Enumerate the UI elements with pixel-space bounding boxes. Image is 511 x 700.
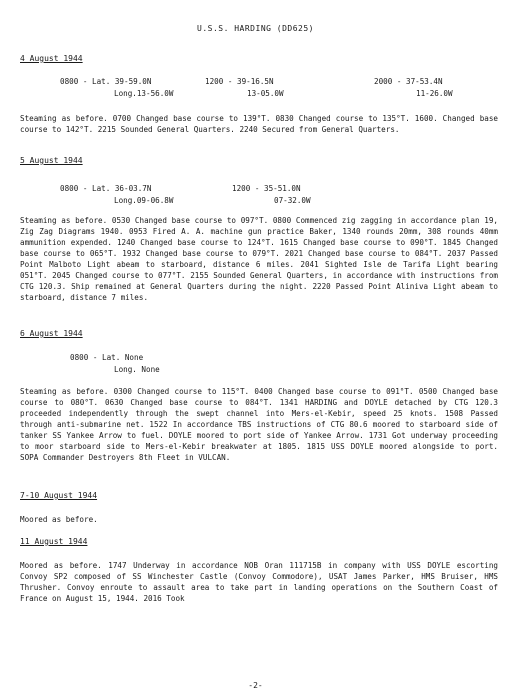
position-long: 11-26.0W bbox=[416, 89, 453, 98]
position-time: 1200 - 35-51.0N bbox=[232, 184, 301, 193]
page-number: -2- bbox=[248, 681, 263, 690]
position-time: 2000 - 37-53.4N bbox=[374, 77, 443, 86]
position-time: 1200 - 39-16.5N bbox=[205, 77, 274, 86]
section-date: 11 August 1944 bbox=[20, 537, 88, 546]
position-2000 bbox=[374, 76, 453, 100]
page-title: U.S.S. HARDING (DD625) bbox=[197, 24, 314, 33]
position-long: Long.09-06.8W bbox=[114, 196, 174, 205]
section-date: 5 August 1944 bbox=[20, 156, 83, 165]
position-1200 bbox=[232, 183, 311, 207]
position-time: 0800 - Lat. 39-59.0N bbox=[60, 77, 152, 86]
position-time: 0800 - Lat. 36-03.7N bbox=[60, 184, 152, 193]
position-long: 07-32.0W bbox=[274, 196, 311, 205]
log-entry-text: Steaming as before. 0530 Changed base course to 097°T. 0800 Commenced zig zagging in accordance plan 19, Zig Zag Diagrams 1940. 0953 Fired A. A. machine gun practice Baker, 1340 rounds 20mm, 308 rounds 40mm ammunition expended. 1240 Changed base course to 124°T. 1615 Changed base course to 090°T. 1845 Changed base course to 065°T. 1932 Changed base course to 079°T. 2021 Changed base course to 084°T. 2037 Passed Point Malboto Light abeam to starboard, distance 6 miles. 2041 Sighted Isle de Tarifa Light bearing 051°T. 2045 Changed course to 077°T. 2155 Sounded General Quarters, in accordance with instructions from CTG 120.3. Ship remained at General Quarters during the night. 2220 Passed Point Aliniva Light abeam to starboard, distance 7 miles. bbox=[20, 216, 498, 302]
position-0800 bbox=[60, 183, 173, 207]
position-0800 bbox=[70, 352, 160, 376]
position-0800 bbox=[60, 76, 173, 100]
log-entry-text: Moored as before. 1747 Underway in accordance NOB Oran 111715B in company with USS DOYLE escorting Convoy SP2 composed of SS Winchester Castle (Convoy Commodore), USAT James Parker, HMS Bruiser, HMS Thrusher. Convoy enroute to assault area to take part in landing operations on the Southern Coast of France on August 15, 1944. 2016 Took bbox=[20, 561, 498, 603]
position-long: Long. None bbox=[114, 365, 160, 374]
position-time: 0800 - Lat. None bbox=[70, 353, 144, 362]
log-entry-text: Steaming as before. 0700 Changed base course to 139°T. 0830 Changed course to 135°T. 1600. Changed base course to 142°T. 2215 Sounded General Quarters. 2240 Secured from General Quarters. bbox=[20, 114, 498, 134]
position-long: Long.13-56.0W bbox=[114, 89, 174, 98]
section-date: 6 August 1944 bbox=[20, 329, 83, 338]
section-date: 4 August 1944 bbox=[20, 54, 83, 63]
log-entry-text: Steaming as before. 0300 Changed course to 115°T. 0400 Changed base course to 091°T. 0500 Changed base course to 080°T. 0630 Changed base course to 084°T. 1341 HARDING and DOYLE detached by CTG 120.3 proceeded independently through the swept channel into Mers-el-Kebir, speed 25 knots. 1508 Passed through anti-submarine net. 1522 In accordance TBS instructions of CTG 80.6 moored to starboard side of tanker SS Yankee Arrow to fuel. DOYLE moored to port side of Yankee Arrow. 1731 Got underway proceeding to moor starboard side to Mers-el-Kebir breakwater at 1805. 1815 USS DOYLE moored alongside to port. SOPA Commander Destroyers 8th Fleet in VULCAN. bbox=[20, 387, 498, 462]
position-1200 bbox=[205, 76, 284, 100]
section-date: 7-10 August 1944 bbox=[20, 491, 98, 500]
log-entry-text: Moored as before. bbox=[20, 515, 98, 524]
position-long: 13-05.0W bbox=[247, 89, 284, 98]
